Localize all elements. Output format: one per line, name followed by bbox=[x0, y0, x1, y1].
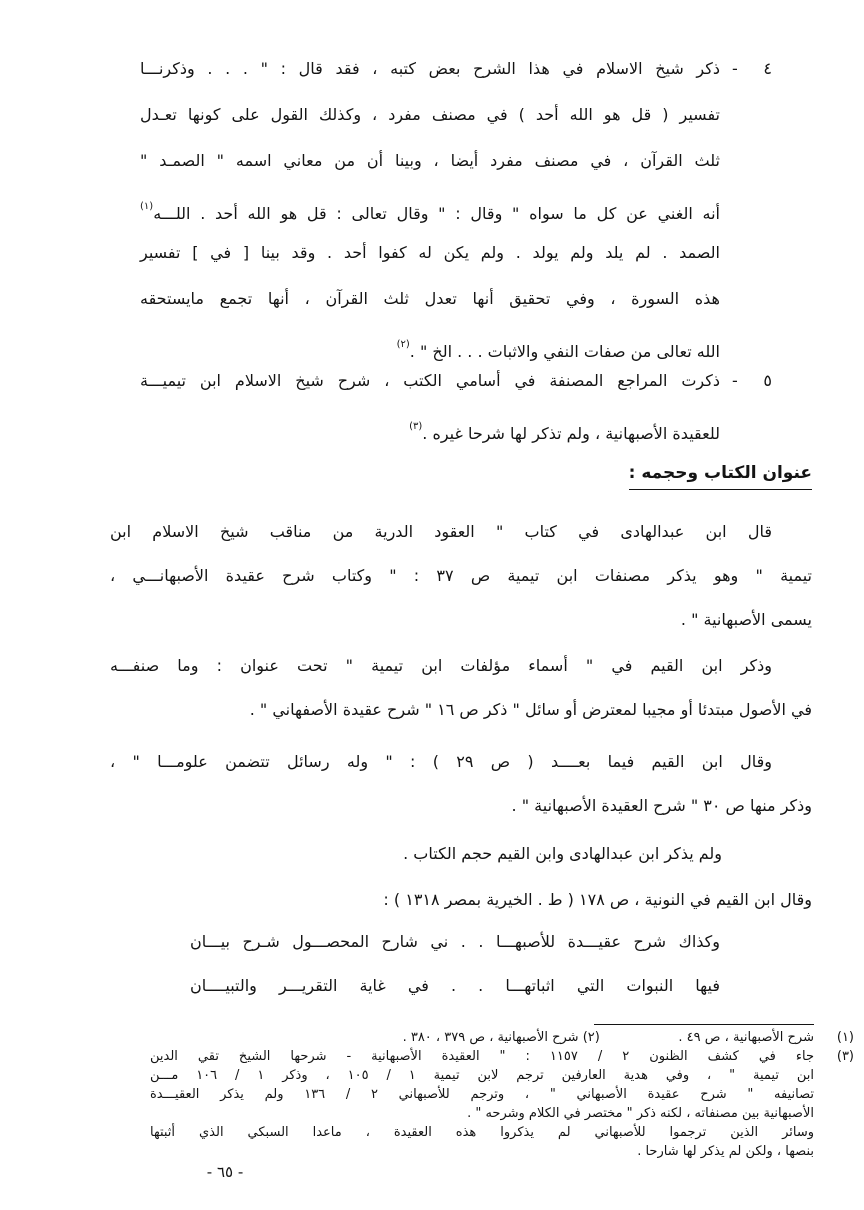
footnote-3-number: (٣) bbox=[836, 1049, 854, 1064]
footnote-1-text: شرح الأصبهانية ، ص ٤٩ . bbox=[678, 1030, 814, 1045]
point-4-number: ٤ - bbox=[732, 59, 772, 78]
footnote-3-line-5: وسائر الذين ترجموا للأصبهاني لم يذكروا هذه العقيدة ، ماعدا السبكي الذي أثبتها bbox=[150, 1125, 814, 1140]
poem-verse-1: وكذاك شرح عقيـــدة للأصبهـــا . . ني شارح المحصـــول شـرح بيـــان bbox=[190, 932, 720, 951]
paragraph-4-line-1: ولم يذكر ابن عبدالهادى وابن القيم حجم الكتاب . bbox=[403, 844, 722, 863]
paragraph-ibn-alqayyim-names bbox=[110, 644, 812, 732]
footnote-3-line-6: بنصها ، ولكن لم يذكر لها شارحا . bbox=[637, 1144, 814, 1159]
footnote-1-number: (١) bbox=[836, 1030, 854, 1045]
point-4-line-6: هذه السورة ، وفي تحقيق أنها تعدل ثلث القرآن ، أنها تجمع مايستحقه bbox=[140, 289, 720, 308]
footnote-3-line-4: الأصبهانية بين مصنفاته ، لكنه ذكر " مختصر في الكلام وشرحه " . bbox=[467, 1106, 814, 1121]
point-4 bbox=[140, 46, 772, 368]
paragraph-1-line-2: تيمية " وهو يذكر مصنفات ابن تيمية ص ٣٧ : " وكتاب شرح عقيدة الأصبهانـــي ، bbox=[110, 566, 813, 585]
point-4-line-5: الصمد . لم يلد ولم يولد . ولم يكن له كفوا أحد . وقد بينا [ في ] تفسير bbox=[140, 243, 720, 262]
paragraph-3-line-2: وذكر منها ص ٣٠ " شرح العقيدة الأصبهانية " . bbox=[511, 796, 812, 815]
poem-verse-2: فيها النبوات التي اثباتهـــا . . في غاية التقريـــر والتبيــــان bbox=[190, 976, 720, 995]
paragraph-2-line-2: في الأصول مبتدئا أو مجيبا لمعترض أو سائل " ذكر ص ١٦ " شرح عقيدة الأصفهاني " . bbox=[249, 700, 812, 719]
footnote-ref-1: (١) bbox=[140, 201, 154, 212]
point-5-line-2-text: للعقيدة الأصبهانية ، ولم تذكر لها شرحا غيره . bbox=[422, 424, 720, 443]
point-5-line-2 bbox=[140, 404, 720, 450]
footnote-2-text: شرح الأصبهانية ، ص ٣٧٩ ، ٣٨٠ . bbox=[402, 1030, 579, 1045]
paragraph-ibn-abdulhadi bbox=[110, 510, 812, 642]
footnote-ref-3: (٣) bbox=[409, 421, 423, 432]
paragraph-nuniyya bbox=[110, 878, 812, 922]
section-heading: عنوان الكتاب وحجمه : bbox=[629, 459, 812, 490]
footnotes bbox=[150, 1028, 854, 1161]
footnote-2-number: (٢) bbox=[582, 1030, 600, 1045]
point-4-line-3: ثلث القرآن ، في مصنف مفرد أيضا ، وبينا أن من معاني اسمه " الصمـد " bbox=[140, 151, 720, 170]
paragraph-5-line-1: وقال ابن القيم في النونية ، ص ١٧٨ ( ط . الخيرية بمصر ١٣١٨ ) : bbox=[383, 890, 812, 909]
paragraph-2-line-1: وذكر ابن القيم في " أسماء مؤلفات ابن تيمية " تحت عنوان : وما صنفـــه bbox=[110, 656, 772, 675]
footnote-3-line-1-text: جاء في كشف الظنون ٢ / ١١٥٧ : " العقيدة الأصبهانية - شرحها الشيخ تقي الدين bbox=[150, 1049, 814, 1064]
footnote-3-line-1 bbox=[150, 1047, 854, 1066]
point-5-number: ٥ - bbox=[732, 371, 772, 390]
page-number: - ٦٥ - bbox=[206, 1163, 244, 1181]
footnote-1-2-line bbox=[150, 1028, 854, 1047]
point-4-line-4-text: أنه الغني عن كل ما سواه " وقال : " وقال تعالى : قل هو الله أحد . اللـــه bbox=[153, 204, 720, 223]
paragraph-size-note bbox=[110, 832, 812, 876]
point-5 bbox=[140, 358, 772, 450]
paragraph-1-line-1: قال ابن عبدالهادى في كتاب " العقود الدرية من مناقب شيخ الاسلام ابن bbox=[110, 522, 772, 541]
paragraph-ibn-alqayyim-later bbox=[110, 740, 812, 828]
paragraph-1-line-3: يسمى الأصبهانية " . bbox=[680, 610, 812, 629]
point-5-line-1: ذكرت المراجع المصنفة في أسامي الكتب ، شرح شيخ الاسلام ابن تيميـــة bbox=[140, 371, 720, 390]
paragraph-3-line-1: وقال ابن القيم فيما بعــــد ( ص ٢٩ ) : " وله رسائل تتضمن علومـــا " ، bbox=[110, 752, 773, 771]
point-4-line-2: تفسير ( قل هو الله أحد ) في مصنف مفرد ، وكذلك القول على كونها تعـدل bbox=[140, 105, 720, 124]
point-4-line-7-text: الله تعالى من صفات النفي والاثبات . . . الخ " . bbox=[409, 342, 720, 361]
footnote-3-line-2: ابن تيمية " ، وفي هدية العارفين ترجم لابن تيمية ١ / ١٠٥ ، وذكر ١ / ١٠٦ مـــن bbox=[150, 1068, 814, 1083]
footnote-separator bbox=[594, 1024, 814, 1025]
point-4-line-1: ذكر شيخ الاسلام في هذا الشرح بعض كتبه ، فقد قال : " . . . وذكرنـــا bbox=[140, 59, 720, 78]
point-4-line-4 bbox=[140, 184, 720, 230]
footnote-ref-2: (٢) bbox=[396, 339, 410, 350]
poem-verses bbox=[190, 920, 720, 1008]
footnote-3-line-3: تصانيفه " شرح عقيدة الأصبهاني " ، وترجم للأصبهاني ٢ / ١٣٦ ولم يذكر العقيـــدة bbox=[150, 1087, 814, 1102]
